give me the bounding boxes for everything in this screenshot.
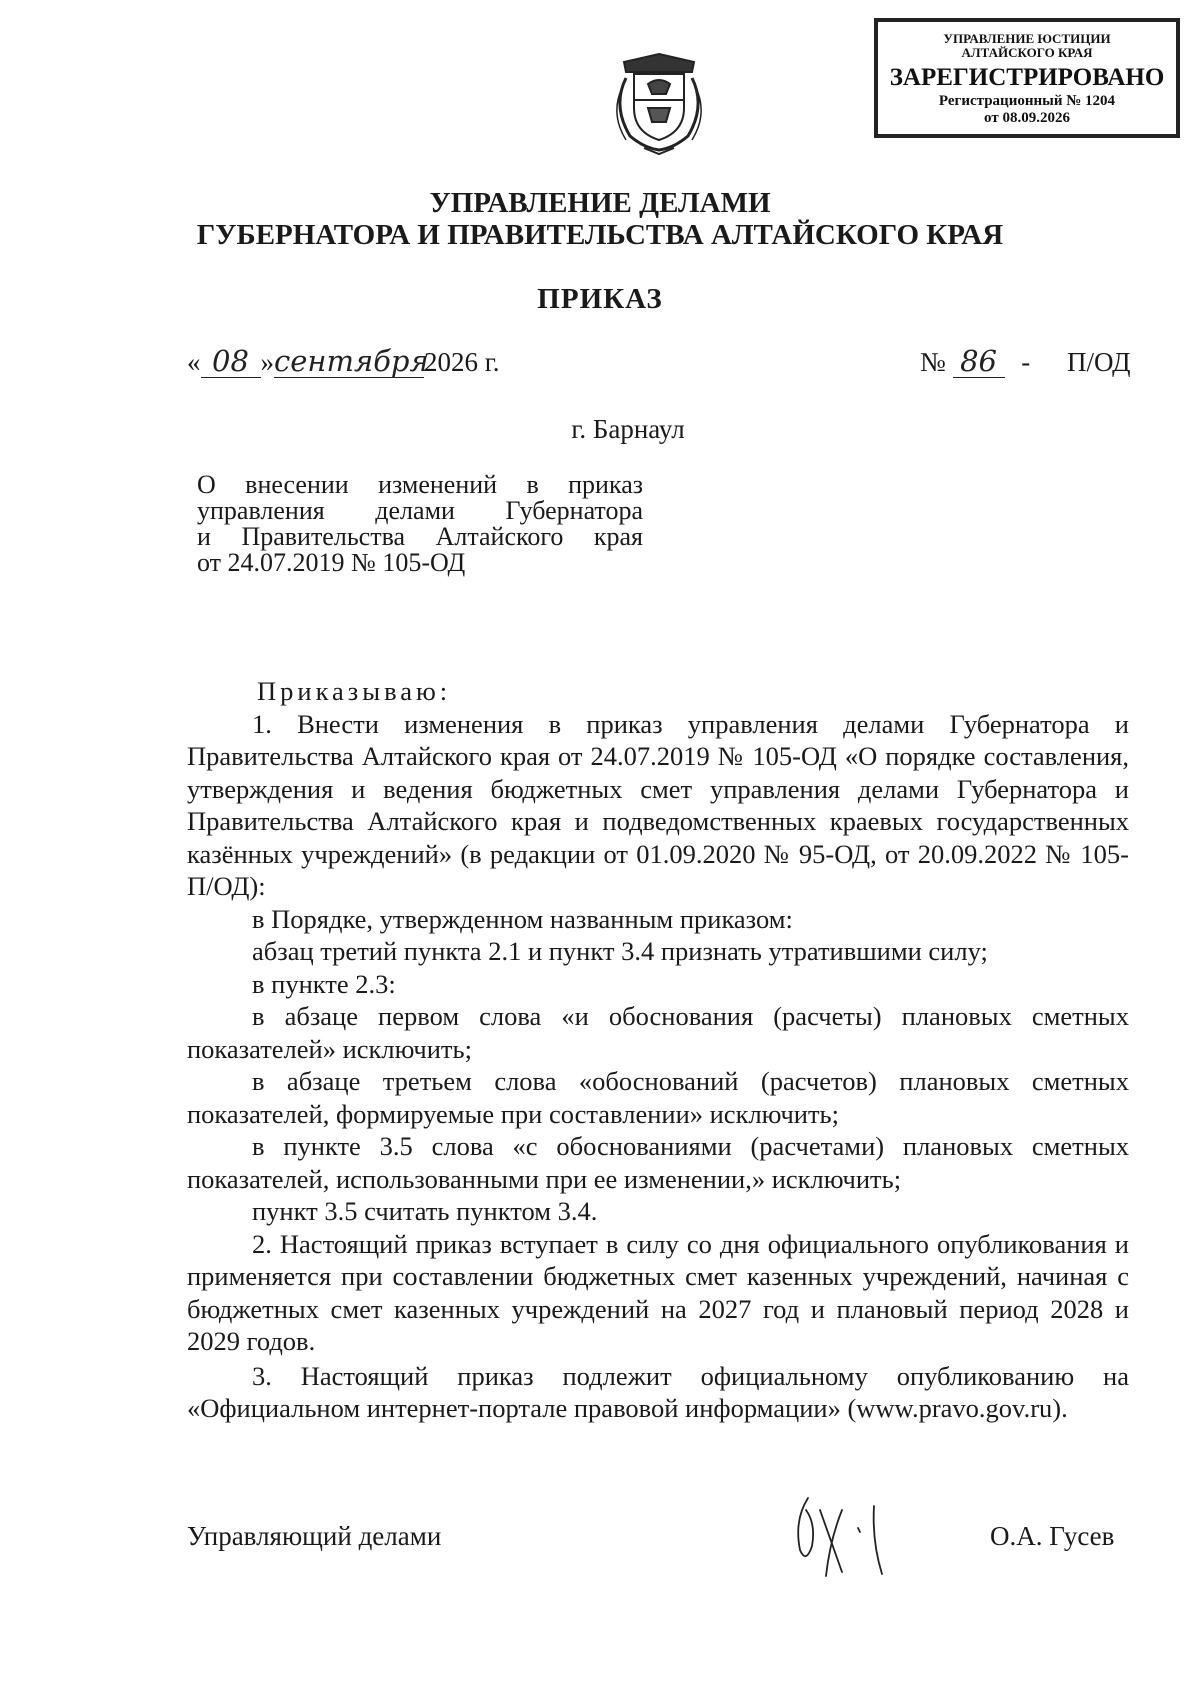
coat-of-arms-icon [604,48,714,156]
doc-type-title: ПРИКАЗ [537,283,663,315]
signer-position: Управляющий делами [187,1521,442,1551]
quote-close: » [260,347,274,377]
order-word: Приказываю: [257,676,452,706]
handwritten-signature [790,1480,900,1590]
registration-stamp [874,18,1180,138]
order-subject [197,472,643,576]
number-sign: № [920,347,946,377]
body-paragraph: пункт 3.5 считать пунктом 3.4. [252,1196,598,1226]
org-title-line1: УПРАВЛЕНИЕ ДЕЛАМИ [429,187,771,219]
subject-line: и Правительства Алтайского края [197,522,643,551]
signer-name: О.А. Гусев [990,1521,1115,1551]
number-dash: - [1021,347,1031,377]
date-month: сентября [274,344,429,378]
number-suffix: П/ОД [1067,347,1131,377]
stamp-line1: УПРАВЛЕНИЕ ЮСТИЦИИ [943,31,1111,46]
body-paragraph: в пункте 3.5 слова «с обоснованиями (расчетами) плановых сметных показателей, использованными при ее изменении,» исключить; [187,1131,1129,1194]
body-paragraph: в абзаце первом слова «и обоснования (расчеты) плановых сметных показателей» исключить; [187,1001,1129,1064]
date-day: 08 [201,345,261,378]
quote-open: « [187,347,201,377]
stamp-line2: АЛТАЙСКОГО КРАЯ [961,45,1093,60]
date-year: 2026 г. [424,347,500,377]
city: г. Барнаул [571,414,685,444]
body-paragraph: абзац третий пункта 2.1 и пункт 3.4 признать утратившими силу; [252,936,988,966]
body-paragraph: 2. Настоящий приказ вступает в силу со дня официального опубликования и применяется при составлении бюджетных смет казенных учреждений, начиная с бюджетных смет казенных учреждений на 2027 год и плановый период 2028 и 2029 годов. [187,1228,1129,1356]
body-paragraph: в абзаце третьем слова «обоснований (расчетов) плановых сметных показателей, формируемые при составлении» исключить; [187,1066,1129,1129]
order-body [187,675,1129,1425]
subject-line: управления делами Губернатора [197,496,643,525]
order-number-line [920,345,1131,378]
order-number: 86 [953,345,1005,378]
body-paragraph: в Порядке, утвержденном названным приказом: [252,903,793,934]
body-paragraph: 1. Внести изменения в приказ управления делами Губернатора и Правительства Алтайского края от 24.07.2019 № 105-ОД «О порядке составления, утверждения и ведения бюджетных смет управления делами Губернатора и Правительства Алтайского края и подведомственных краевых государственных казённых учреждений» (в редакции от 01.09.2020 № 95-ОД, от 20.09.2022 № 105-П/ОД): [187,708,1129,901]
org-title-line2: ГУБЕРНАТОРА И ПРАВИТЕЛЬСТВА АЛТАЙСКОГО КРАЯ [196,219,1004,251]
date-line [187,345,500,378]
subject-line: О внесении изменений в приказ [197,470,643,499]
body-paragraph: в пункте 2.3: [252,968,396,999]
body-paragraph: 3. Настоящий приказ подлежит официальному опубликованию на «Официальном интернет-портале правовой информации» (www.pravo.gov.ru). [187,1360,1129,1423]
subject-line: от 24.07.2019 № 105-ОД [197,548,466,577]
stamp-reg-number: Регистрационный № 1204 [938,93,1116,109]
stamp-title: ЗАРЕГИСТРИРОВАНО [889,64,1165,91]
stamp-reg-date: от 08.09.2026 [984,110,1070,126]
